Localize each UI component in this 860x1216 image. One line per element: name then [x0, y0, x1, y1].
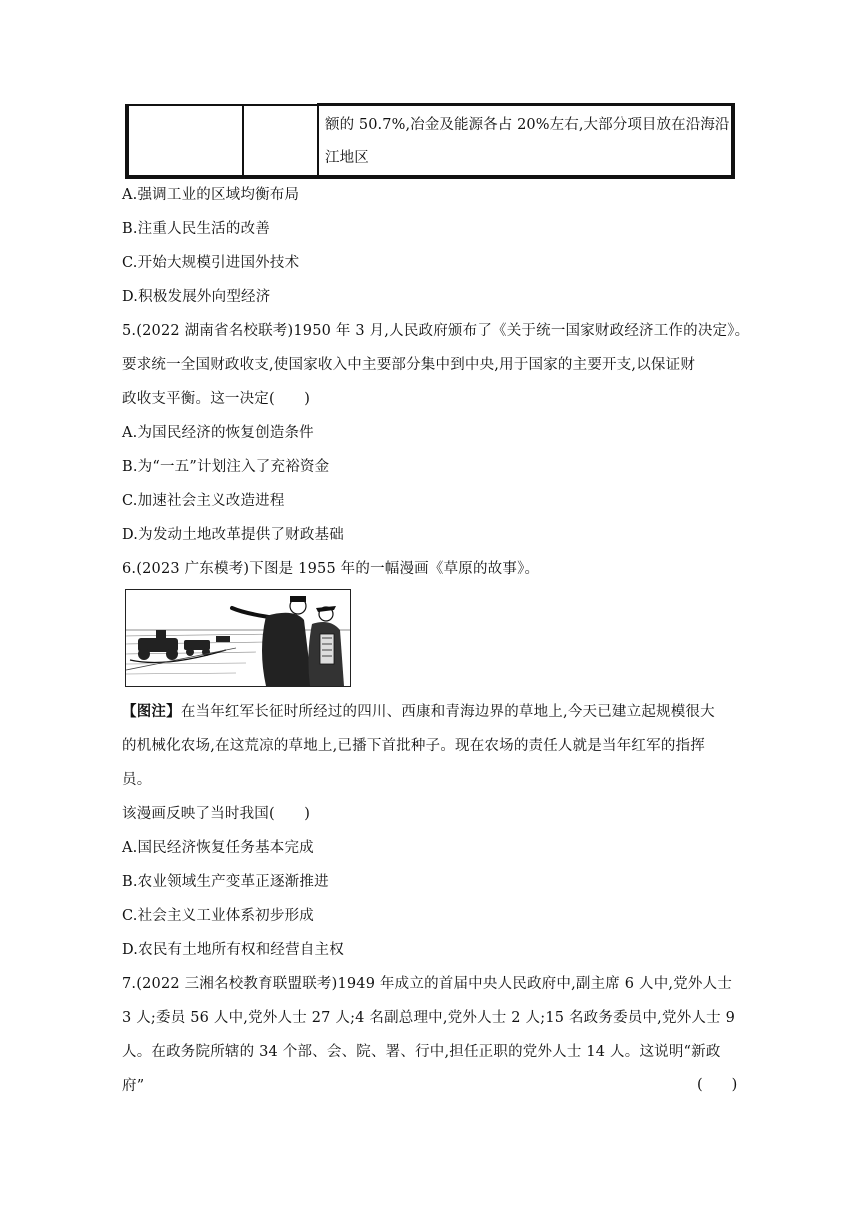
q4-option-d: D.积极发展外向型经济: [122, 289, 271, 305]
table-cell-text: [318, 105, 733, 178]
note-label: 【图注】: [122, 703, 181, 720]
q5-stem-line-3: 政收支平衡。这一决定( ): [122, 391, 311, 407]
q4-option-c: C.开始大规模引进国外技术: [122, 255, 300, 271]
q6-option-a: A.国民经济恢复任务基本完成: [122, 840, 314, 856]
q7-answer-bracket: ( ): [697, 1077, 738, 1093]
q5-option-c: C.加速社会主义改造进程: [122, 493, 285, 509]
q6-option-d: D.农民有土地所有权和经营自主权: [122, 942, 344, 958]
q5-stem-line-1: 5.(2022 湖南省名校联考)1950 年 3 月,人民政府颁布了《关于统一国家财政经济工作的决定》。: [122, 323, 750, 339]
q4-option-b: B.注重人民生活的改善: [122, 221, 270, 237]
table-cell-line-1: 额的 50.7%,冶金及能源各占 20%左右,大部分项目放在沿海沿: [325, 117, 730, 133]
q4-option-a: A.强调工业的区域均衡布局: [122, 187, 300, 203]
table-cell-empty-2: [243, 105, 318, 178]
q7-stem-line-2: 3 人;委员 56 人中,党外人士 27 人;4 名副总理中,党外人士 2 人;15 名政务委员中,党外人士 9: [122, 1010, 736, 1026]
q5-option-a: A.为国民经济的恢复创造条件: [122, 425, 314, 441]
table-cell-empty-1: [127, 105, 243, 178]
q7-stem-line-4: 府”: [122, 1078, 145, 1094]
q6-note-line-3: 员。: [122, 772, 152, 788]
table-fragment: [125, 103, 735, 179]
cartoon-illustration: [126, 590, 350, 686]
q6-note-line-2: 的机械化农场,在这荒凉的草地上,已播下首批种子。现在农场的责任人就是当年红军的指挥: [122, 738, 705, 754]
table-cell-line-2: 江地区: [325, 150, 369, 166]
q6-option-c: C.社会主义工业体系初步形成: [122, 908, 314, 924]
q5-option-d: D.为发动土地改革提供了财政基础: [122, 527, 344, 543]
q6-stem-line-1: 6.(2023 广东模考)下图是 1955 年的一幅漫画《草原的故事》。: [122, 561, 540, 577]
cartoon-image: [125, 589, 351, 687]
note-text-1: 在当年红军长征时所经过的四川、西康和青海边界的草地上,今天已建立起规模很大: [180, 704, 715, 720]
q6-note-line-1: [122, 702, 715, 722]
q5-option-b: B.为“一五”计划注入了充裕资金: [122, 459, 330, 475]
q6-option-b: B.农业领域生产变革正逐渐推进: [122, 874, 329, 890]
q7-stem-line-3: 人。在政务院所辖的 34 个部、会、院、署、行中,担任正职的党外人士 14 人。这说明“新政: [122, 1044, 721, 1060]
q6-question-stem: 该漫画反映了当时我国( ): [122, 806, 311, 822]
q7-stem-line-1: 7.(2022 三湘名校教育联盟联考)1949 年成立的首届中央人民政府中,副主席 6 人中,党外人士: [122, 976, 733, 992]
q5-stem-line-2: 要求统一全国财政收支,使国家收入中主要部分集中到中央,用于国家的主要开支,以保证财: [122, 357, 696, 373]
